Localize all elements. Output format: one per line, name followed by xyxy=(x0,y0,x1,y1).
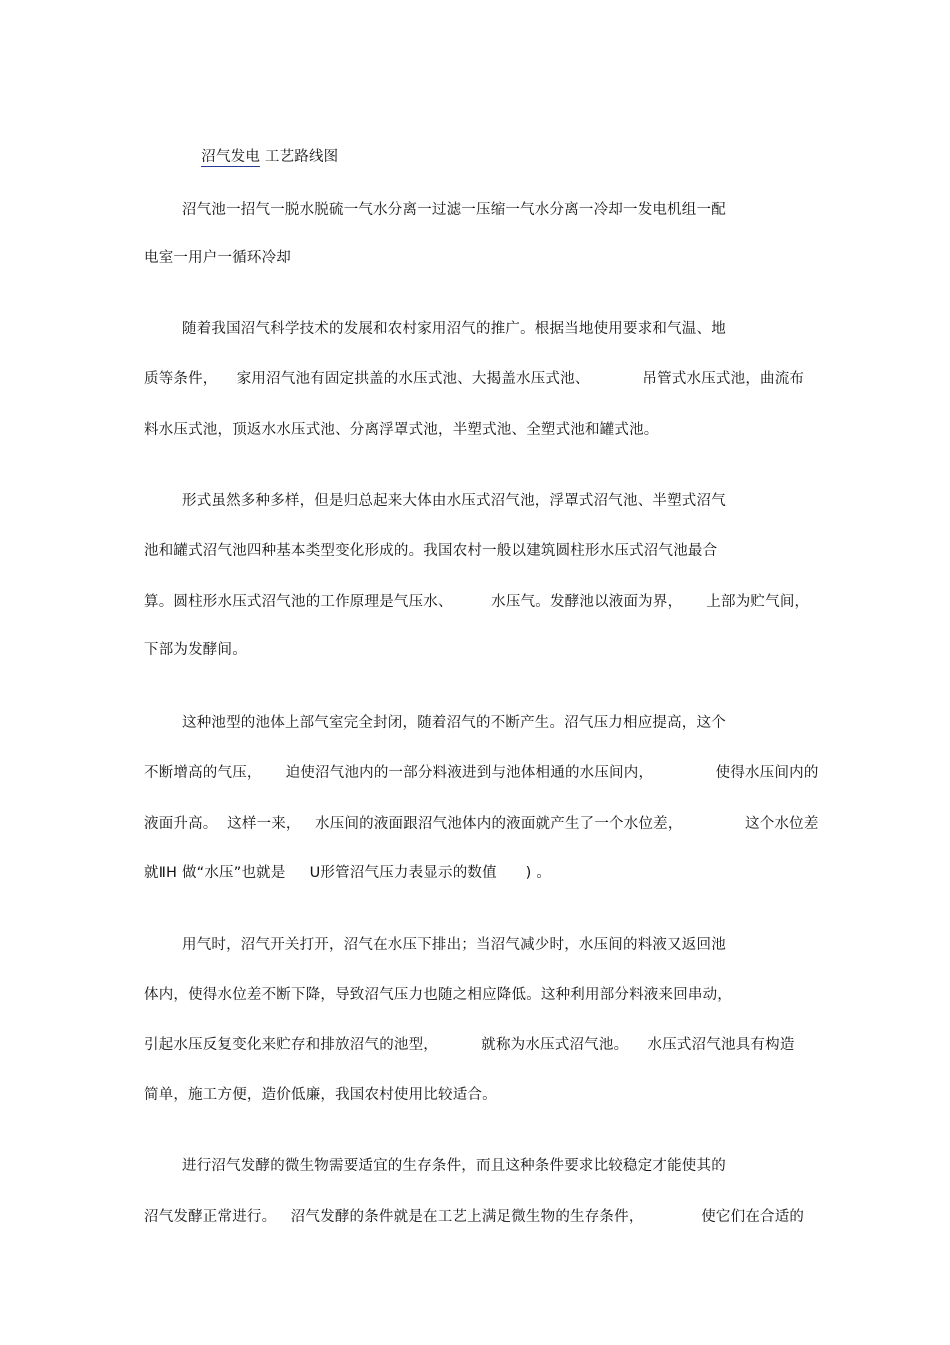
paragraph-line: 料水压式池，顶返水水压式池、分离浮罩式池，半塑式池、全塑式池和罐式池。 xyxy=(144,422,659,438)
paragraph-line: 用气时，沼气开关打开，沼气在水压下排出；当沼气减少时，水压间的料液又返回池 xyxy=(182,937,726,953)
paragraph-line: 下部为发酵间。 xyxy=(144,642,247,658)
paragraph-line: 不断增高的气压， 迫使沼气池内的一部分料液进到与池体相通的水压间内， 使得水压间内的 xyxy=(144,765,819,781)
paragraph-line: 进行沼气发酵的微生物需要适宜的生存条件，而且这种条件要求比较稳定才能使其的 xyxy=(182,1158,726,1174)
paragraph-line: 质等条件， 家用沼气池有固定拱盖的水压式池、大揭盖水压式池、 吊管式水压式池，曲流布 xyxy=(144,371,805,387)
page-title xyxy=(182,130,338,184)
paragraph-line: 算。圆柱形水压式沼气池的工作原理是气压水、 水压气。发酵池以液面为界， 上部为贮气间， xyxy=(144,594,810,610)
paragraph-line: 随着我国沼气科学技术的发展和农村家用沼气的推广。根据当地使用要求和气温、地 xyxy=(182,321,726,337)
paragraph-line: 体内，使得水位差不断下降，导致沼气压力也随之相应降低。这种利用部分料液来回串动， xyxy=(144,987,732,1003)
paragraph-line: 就ⅡH 做“水压”也就是 U形管沼气压力表显示的数值 ) 。 xyxy=(144,865,552,881)
paragraph-line: 简单，施工方便，造价低廉，我国农村使用比较适合。 xyxy=(144,1087,497,1103)
paragraph-line: 液面升高。 这样一来， 水压间的液面跟沼气池体内的液面就产生了一个水位差， 这个水位差 xyxy=(144,816,819,832)
paragraph-line: 这种池型的池体上部气室完全封闭，随着沼气的不断产生。沼气压力相应提高，这个 xyxy=(182,715,726,731)
paragraph-line: 池和罐式沼气池四种基本类型变化形成的。我国农村一般以建筑圆柱形水压式沼气池最合 xyxy=(144,543,718,559)
paragraph-line: 引起水压反复变化来贮存和排放沼气的池型， 就称为水压式沼气池。 水压式沼气池具有构造 xyxy=(144,1037,795,1053)
title-text: 工艺路线图 xyxy=(260,149,339,165)
title-linked-text: 沼气发电 xyxy=(201,149,261,165)
paragraph-line: 电室一用户一循环冷却 xyxy=(144,250,291,266)
paragraph-line: 沼气发酵正常进行。 沼气发酵的条件就是在工艺上满足微生物的生存条件， 使它们在合适的 xyxy=(144,1209,805,1225)
paragraph-line: 形式虽然多种多样，但是归总起来大体由水压式沼气池，浮罩式沼气池、半塑式沼气 xyxy=(182,493,726,509)
paragraph-line: 沼气池一招气一脱水脱硫一气水分离一过滤一压缩一气水分离一冷却一发电机组一配 xyxy=(182,202,726,218)
